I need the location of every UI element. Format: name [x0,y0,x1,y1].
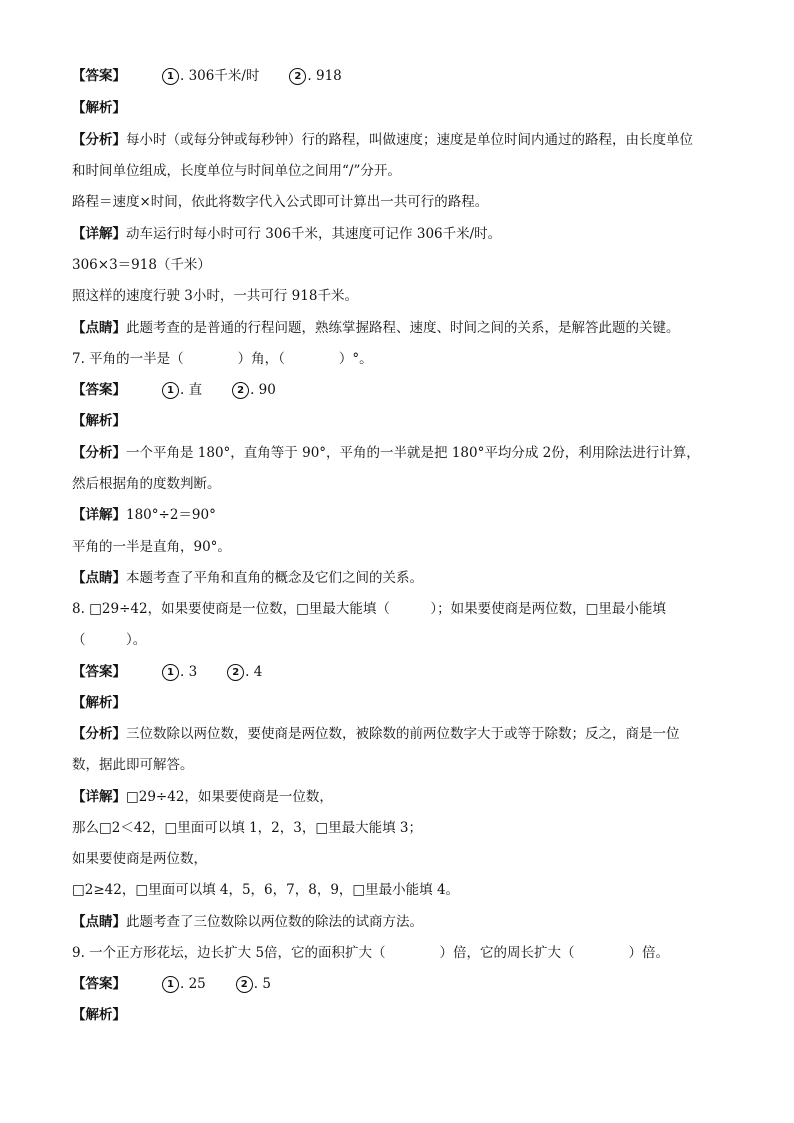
answer-1: . 25 [180,976,206,992]
circled-two-icon: 2 [232,382,249,399]
q8-question-line-2: （ ）。 [72,632,147,648]
circled-one-icon: 1 [162,68,179,85]
answer-tag: 【答案】 [72,664,126,680]
answer-1: . 直 [180,382,203,398]
q8-answer-line [72,662,262,682]
answer-tag: 【答案】 [72,976,126,992]
q8-xiangjie-line-4: □2≥42，□里面可以填 4，5，6，7，8，9，□里最小能填 4。 [72,882,460,898]
answer-1: . 306千米/时 [180,68,260,84]
circled-one-icon: 1 [162,382,179,399]
q7-xiangjie-line-2: 平角的一半是直角，90°。 [72,539,231,555]
q6-dianjing-line: 【点睛】此题考查的是普通的行程问题，熟练掌握路程、速度、时间之间的关系，是解答此题的关键。 [72,320,680,336]
q9-analysis-heading: 【解析】 [72,1007,126,1023]
circled-two-icon: 2 [227,664,244,681]
q8-fenxi-line-1: 【分析】三位数除以两位数，要使商是两位数，被除数的前两位数字大于或等于除数；反之，商是一位 [72,726,680,742]
q7-analysis-heading: 【解析】 [72,413,126,429]
circled-one-icon: 1 [162,664,179,681]
answer-tag: 【答案】 [72,382,126,398]
q7-question: 7. 平角的一半是（ ）角，（ ）°。 [72,351,373,367]
q7-answer-line [72,380,276,400]
q9-answer-line [72,974,271,994]
circled-one-icon: 1 [162,976,179,993]
q7-dianjing-line: 【点睛】本题考查了平角和直角的概念及它们之间的关系。 [72,570,423,586]
answer-tag: 【答案】 [72,68,126,84]
q7-fenxi-line-2: 然后根据角的度数判断。 [72,476,221,492]
q6-fenxi-line-2: 和时间单位组成，长度单位与时间单位之间用“/”分开。 [72,163,401,179]
answer-2: . 4 [245,664,263,680]
q6-fenxi-line-3: 路程＝速度×时间，依此将数字代入公式即可计算出一共可行的路程。 [72,194,489,210]
answer-2: . 90 [250,382,276,398]
q7-fenxi-line-1: 【分析】一个平角是 180°，直角等于 90°，平角的一半就是把 180°平均分成 2份，利用除法进行计算， [72,445,700,461]
q8-fenxi-line-2: 数，据此即可解答。 [72,757,194,773]
circled-two-icon: 2 [236,976,253,993]
q6-analysis-heading: 【解析】 [72,100,126,116]
circled-two-icon: 2 [289,68,306,85]
q8-question-line-1: 8. □29÷42，如果要使商是一位数，□里最大能填（ ）；如果要使商是两位数，□里最小能填 [72,601,666,617]
q8-xiangjie-line-2: 那么□2＜42，□里面可以填 1，2，3，□里最大能填 3； [72,820,422,836]
q6-fenxi-line-1: 【分析】每小时（或每分钟或每秒钟）行的路程，叫做速度；速度是单位时间内通过的路程，由长度单位 [72,132,693,148]
q8-analysis-heading: 【解析】 [72,695,126,711]
answer-1: . 3 [180,664,198,680]
q8-xiangjie-line-3: 如果要使商是两位数， [72,851,207,867]
q6-xiangjie-line-1: 【详解】动车运行时每小时可行 306千米，其速度可记作 306千米/时。 [72,226,502,242]
q6-xiangjie-line-3: 照这样的速度行驶 3小时，一共可行 918千米。 [72,288,358,304]
answer-2: . 5 [253,976,271,992]
answer-2: . 918 [307,68,342,84]
q6-answer-line [72,66,342,86]
q8-dianjing-line: 【点睛】此题考查了三位数除以两位数的除法的试商方法。 [72,914,423,930]
q9-question: 9. 一个正方形花坛，边长扩大 5倍，它的面积扩大（ ）倍，它的周长扩大（ ）倍。 [72,945,670,961]
q6-xiangjie-line-2: 306×3＝918（千米） [72,257,211,273]
q8-xiangjie-line-1: 【详解】□29÷42，如果要使商是一位数， [72,789,333,805]
q7-xiangjie-line-1: 【详解】180°÷2＝90° [72,507,216,523]
